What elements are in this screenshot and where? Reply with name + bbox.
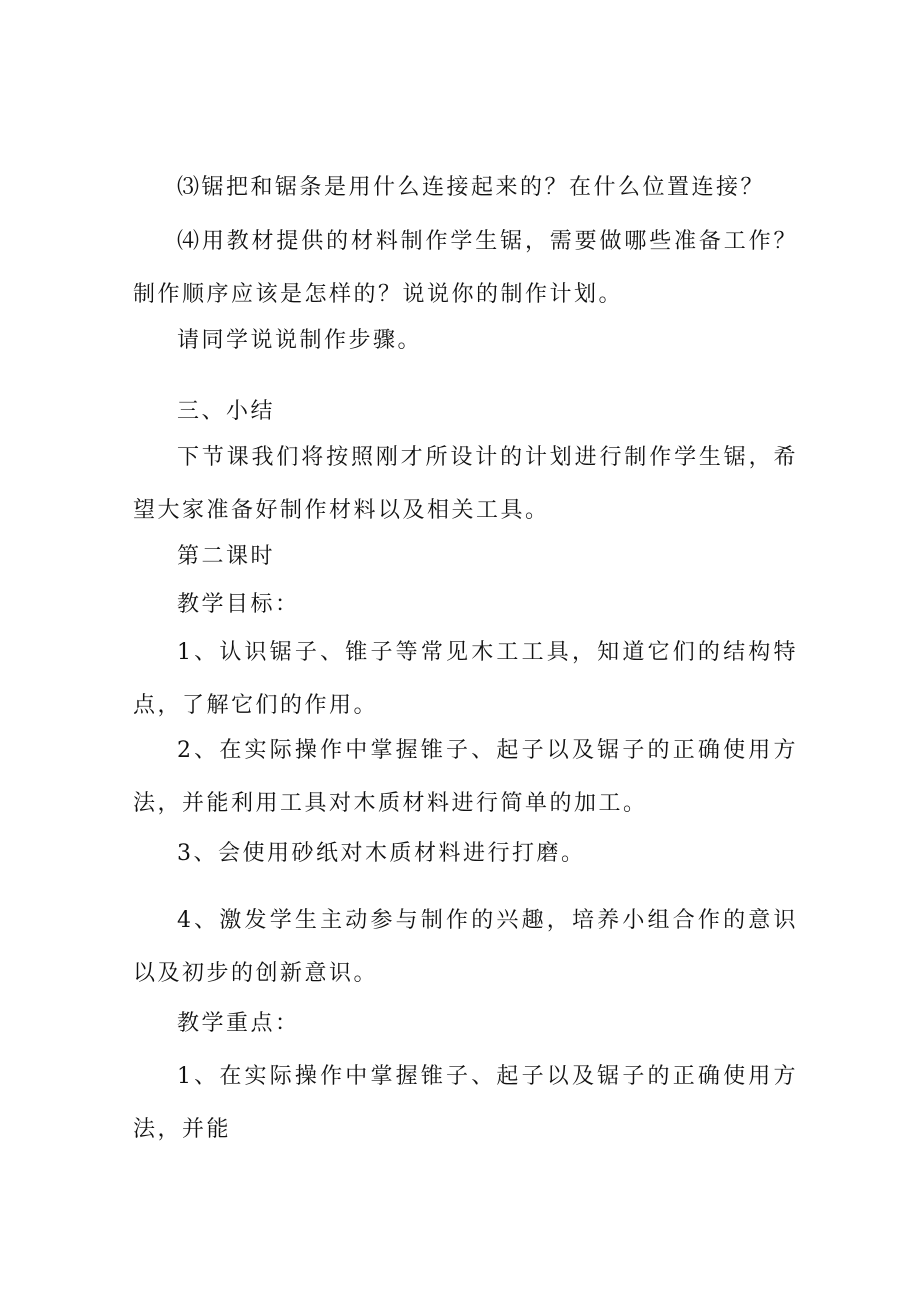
goal-1-paragraph: 1、认识锯子、锥子等常见木工工具，知道它们的结构特点，了解它们的作用。 <box>133 640 798 718</box>
summary-heading: 三、小结 <box>177 399 276 424</box>
summary-paragraph: 下节课我们将按照刚才所设计的计划进行制作学生锯，希望大家准备好制作材料以及相关工具。 <box>133 445 798 523</box>
goal-4-paragraph: 4、激发学生主动参与制作的兴趣，培养小组合作的意识以及初步的创新意识。 <box>133 908 798 986</box>
question-4-paragraph: ⑷用教材提供的材料制作学生锯，需要做哪些准备工作？制作顺序应该是怎样的？说说你的制作计划。 <box>133 229 798 307</box>
steps-prompt-paragraph: 请同学说说制作步骤。 <box>177 328 423 353</box>
goal-3-paragraph: 3、会使用砂纸对木质材料进行打磨。 <box>177 841 586 866</box>
question-3-paragraph: ⑶锯把和锯条是用什么连接起来的？在什么位置连接？ <box>177 175 766 200</box>
goal-2-paragraph: 2、在实际操作中掌握锥子、起子以及锯子的正确使用方法，并能利用工具对木质材料进行简单的加工。 <box>133 738 798 816</box>
second-lesson-heading: 第二课时 <box>177 544 276 569</box>
focus-1-paragraph: 1、在实际操作中掌握锥子、起子以及锯子的正确使用方法，并能 <box>133 1064 798 1142</box>
teaching-goals-heading: 教学目标： <box>177 592 300 617</box>
teaching-focus-heading: 教学重点： <box>177 1011 300 1036</box>
